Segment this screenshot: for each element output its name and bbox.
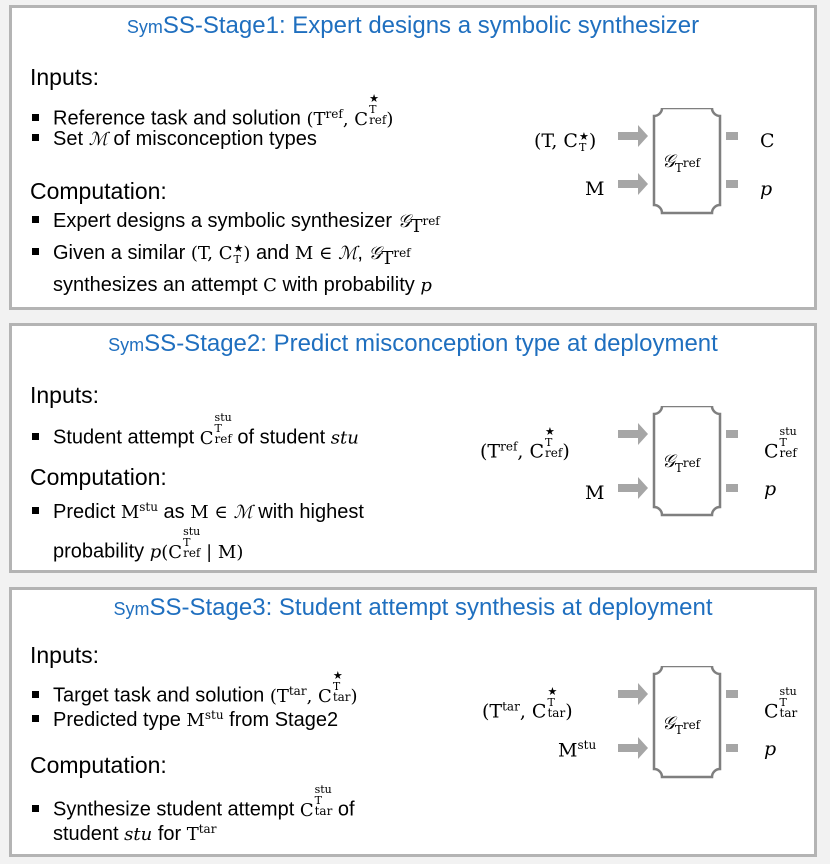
stage1-inputs-heading: Inputs: bbox=[30, 64, 100, 90]
stage2-output-top-label: C stu T $^{ref}$ bbox=[764, 425, 797, 463]
stage1-output-top-label: C bbox=[760, 130, 775, 152]
stage1-output-arrow-top bbox=[726, 125, 738, 147]
stage1-computation-heading: Computation: bbox=[30, 178, 167, 204]
stage3-output-top-label: C stu T $^{tar}$ bbox=[764, 685, 798, 723]
stage2-panel bbox=[9, 323, 817, 573]
stage1-input-arrow-top bbox=[618, 125, 648, 147]
stage1-box-label: 𝒢$_{T^{ref}}$ bbox=[662, 151, 701, 175]
stage3-input-top-label: ($T^{tar}$, C ★ T $^{tar}$ ) bbox=[482, 685, 573, 723]
stage1-comp-bullet-2-cont: synthesizes an attempt C with probability p bbox=[53, 274, 432, 296]
stage3-box-label: 𝒢$_{T^{ref}}$ bbox=[662, 713, 701, 737]
stage2-comp-bullet-1-cont: probability p(C stu T $^{ref}$ | M) bbox=[53, 525, 244, 563]
stage3-output-arrow-bottom bbox=[726, 737, 738, 759]
stage1-input-bullet-1: Reference task and solution ($T^{ref}$, C ★ T $^{ref}$ ) bbox=[32, 93, 393, 133]
stage1-output-bottom-label: p bbox=[760, 178, 773, 200]
stage2-input-arrow-top bbox=[618, 423, 648, 445]
stage3-input-bottom-label: $M^{stu}$ bbox=[558, 738, 597, 762]
stage2-computation-heading: Computation: bbox=[30, 464, 167, 490]
stage1-input-arrow-bottom bbox=[618, 173, 648, 195]
stage1-panel bbox=[9, 5, 817, 310]
stage2-output-arrow-top bbox=[726, 423, 738, 445]
stage1-input-top-label: (T, C ★ T ) bbox=[534, 130, 597, 154]
stage2-output-bottom-label: p bbox=[764, 478, 777, 500]
stage3-comp-bullet-1-cont: student stu for $T^{tar}$ bbox=[53, 822, 217, 845]
stage1-output-arrow-bottom bbox=[726, 173, 738, 195]
stage3-panel bbox=[9, 587, 817, 857]
stage3-output-arrow-top bbox=[726, 683, 738, 705]
stage2-box-label: 𝒢$_{T^{ref}}$ bbox=[662, 451, 701, 475]
stage1-input-bullet-2: Set ℳ of misconception types bbox=[32, 126, 317, 153]
stage2-inputs-heading: Inputs: bbox=[30, 382, 100, 408]
stage3-output-bottom-label: p bbox=[764, 738, 777, 760]
stage3-title: SymSS-Stage3: Student attempt synthesis at deployment bbox=[113, 594, 713, 621]
stage2-comp-bullet-1: Predict $M^{stu}$ as M ∈ ℳ with highest bbox=[32, 494, 364, 526]
stage3-input-bullet-1: Target task and solution ($T^{tar}$, C ★ T $^{tar}$ ) bbox=[32, 670, 358, 710]
stage1-comp-bullet-1: Expert designs a symbolic synthesizer 𝒢$_{T^{ref}}$ bbox=[32, 208, 440, 240]
stage3-computation-heading: Computation: bbox=[30, 752, 167, 778]
stage2-input-top-label: ($T^{ref}$, C ★ T $^{ref}$ ) bbox=[480, 425, 570, 463]
stage2-input-arrow-bottom bbox=[618, 477, 648, 499]
stage3-input-arrow-top bbox=[618, 683, 648, 705]
stage2-output-arrow-bottom bbox=[726, 477, 738, 499]
stage1-comp-bullet-2: Given a similar (T, C ★ T ) and M ∈ ℳ, 𝒢$_{T^{ref}}$ bbox=[32, 240, 411, 272]
stage1-title: SymSS-Stage1: Expert designs a symbolic synthesizer bbox=[126, 12, 700, 39]
stage3-input-bullet-2: Predicted type $M^{stu}$ from Stage2 bbox=[32, 702, 338, 734]
stage2-input-bullet-1: Student attempt C stu T $^{ref}$ of student stu bbox=[32, 412, 359, 452]
stage3-inputs-heading: Inputs: bbox=[30, 642, 100, 668]
stage1-input-bottom-label: M bbox=[585, 178, 605, 200]
stage2-input-bottom-label: M bbox=[585, 482, 605, 504]
stage3-input-arrow-bottom bbox=[618, 737, 648, 759]
stage2-title: SymSS-Stage2: Predict misconception type at deployment bbox=[108, 330, 718, 357]
stage3-comp-bullet-1: Synthesize student attempt C stu T $^{tar}$ of bbox=[32, 784, 355, 824]
